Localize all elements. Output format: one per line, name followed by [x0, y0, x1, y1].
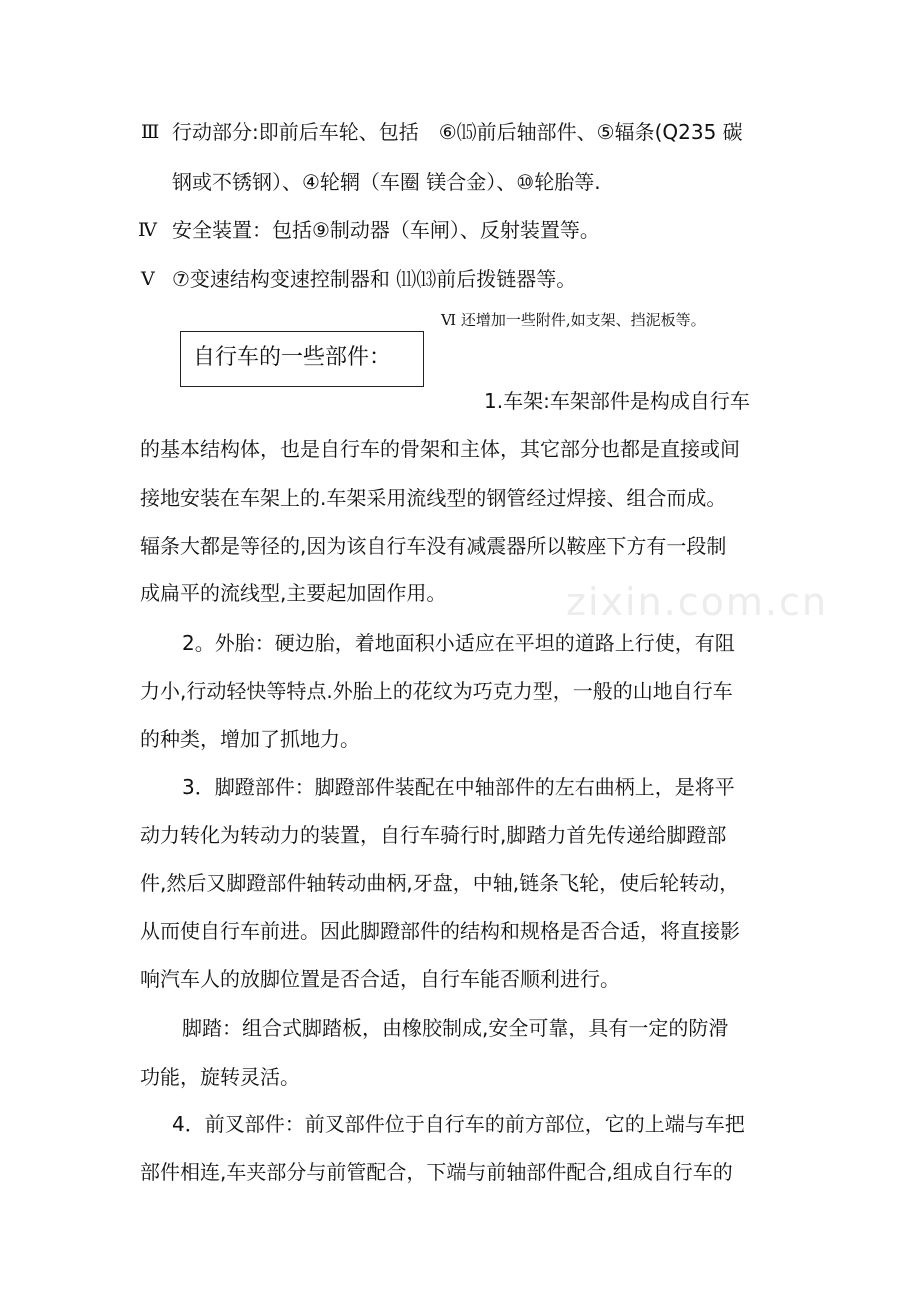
- watermark-text: zixin.com.cn: [566, 580, 828, 624]
- paragraph-2-line-2: 力小,行动轻快等特点.外胎上的花纹为巧克力型，一般的山地自行车: [140, 679, 733, 703]
- paragraph-1-line-5: 成扁平的流线型,主要起加固作用。: [140, 581, 447, 605]
- list-item-3-line1: 行动部分:即前后车轮、包括 ⑥⒂前后轴部件、⑤辐条(Q235 碳: [172, 120, 743, 144]
- paragraph-3-line-5: 响汽车人的放脚位置是否合适，自行车能否顺利进行。: [140, 967, 620, 991]
- paragraph-1-line-4: 辐条大都是等径的,因为该自行车没有减震器所以鞍座下方有一段制: [140, 534, 727, 558]
- paragraph-4-line-2: 功能，旋转灵活。: [140, 1065, 300, 1089]
- section-title: 自行车的一些部件：: [193, 345, 392, 370]
- paragraph-3-line-2: 动力转化为转动力的装置，自行车骑行时,脚踏力首先传递给脚蹬部: [140, 823, 727, 847]
- paragraph-1-line-3: 接地安装在车架上的.车架采用流线型的钢管经过焊接、组合而成。: [140, 486, 727, 510]
- list-item-4: 安全装置：包括⑨制动器（车闸）、反射装置等。: [172, 218, 600, 242]
- paragraph-3-line-1: 3．脚蹬部件：脚蹬部件装配在中轴部件的左右曲柄上，是将平: [182, 775, 735, 799]
- paragraph-2-line-3: 的种类，增加了抓地力。: [140, 727, 360, 751]
- paragraph-2-line-1: 2。外胎：硬边胎，着地面积小适应在平坦的道路上行使，有阻: [182, 631, 735, 655]
- list-item-3-line2: 钢或不锈钢）、④轮辋（车圈 镁合金）、⑩轮胎等.: [172, 170, 601, 194]
- list-numeral-5: Ⅴ: [141, 268, 155, 290]
- list-numeral-4: Ⅳ: [138, 219, 157, 241]
- paragraph-1-line-1: 1.车架:车架部件是构成自行车: [484, 389, 750, 413]
- paragraph-5-line-2: 部件相连,车夹部分与前管配合，下端与前轴部件配合,组成自行车的: [140, 1160, 733, 1184]
- paragraph-5-line-1: 4．前叉部件：前叉部件位于自行车的前方部位，它的上端与车把: [172, 1112, 745, 1136]
- paragraph-1-line-2: 的基本结构体，也是自行车的骨架和主体，其它部分也都是直接或间: [140, 437, 740, 461]
- paragraph-4-line-1: 脚踏：组合式脚踏板，由橡胶制成,安全可靠，具有一定的防滑: [182, 1016, 729, 1040]
- paragraph-3-line-3: 件,然后又脚蹬部件轴转动曲柄,牙盘，中轴,链条飞轮，使后轮转动，: [140, 871, 740, 895]
- section-title-box: [180, 331, 424, 387]
- list-numeral-3: Ⅲ: [141, 121, 160, 143]
- paragraph-3-line-4: 从而使自行车前进。因此脚蹬部件的结构和规格是否合适，将直接影: [140, 919, 740, 943]
- list-item-5: ⑦变速结构变速控制器和 ⑾⒀前后拨链器等。: [172, 267, 577, 291]
- list-item-6: Ⅵ 还增加一些附件,如支架、挡泥板等。: [441, 311, 706, 329]
